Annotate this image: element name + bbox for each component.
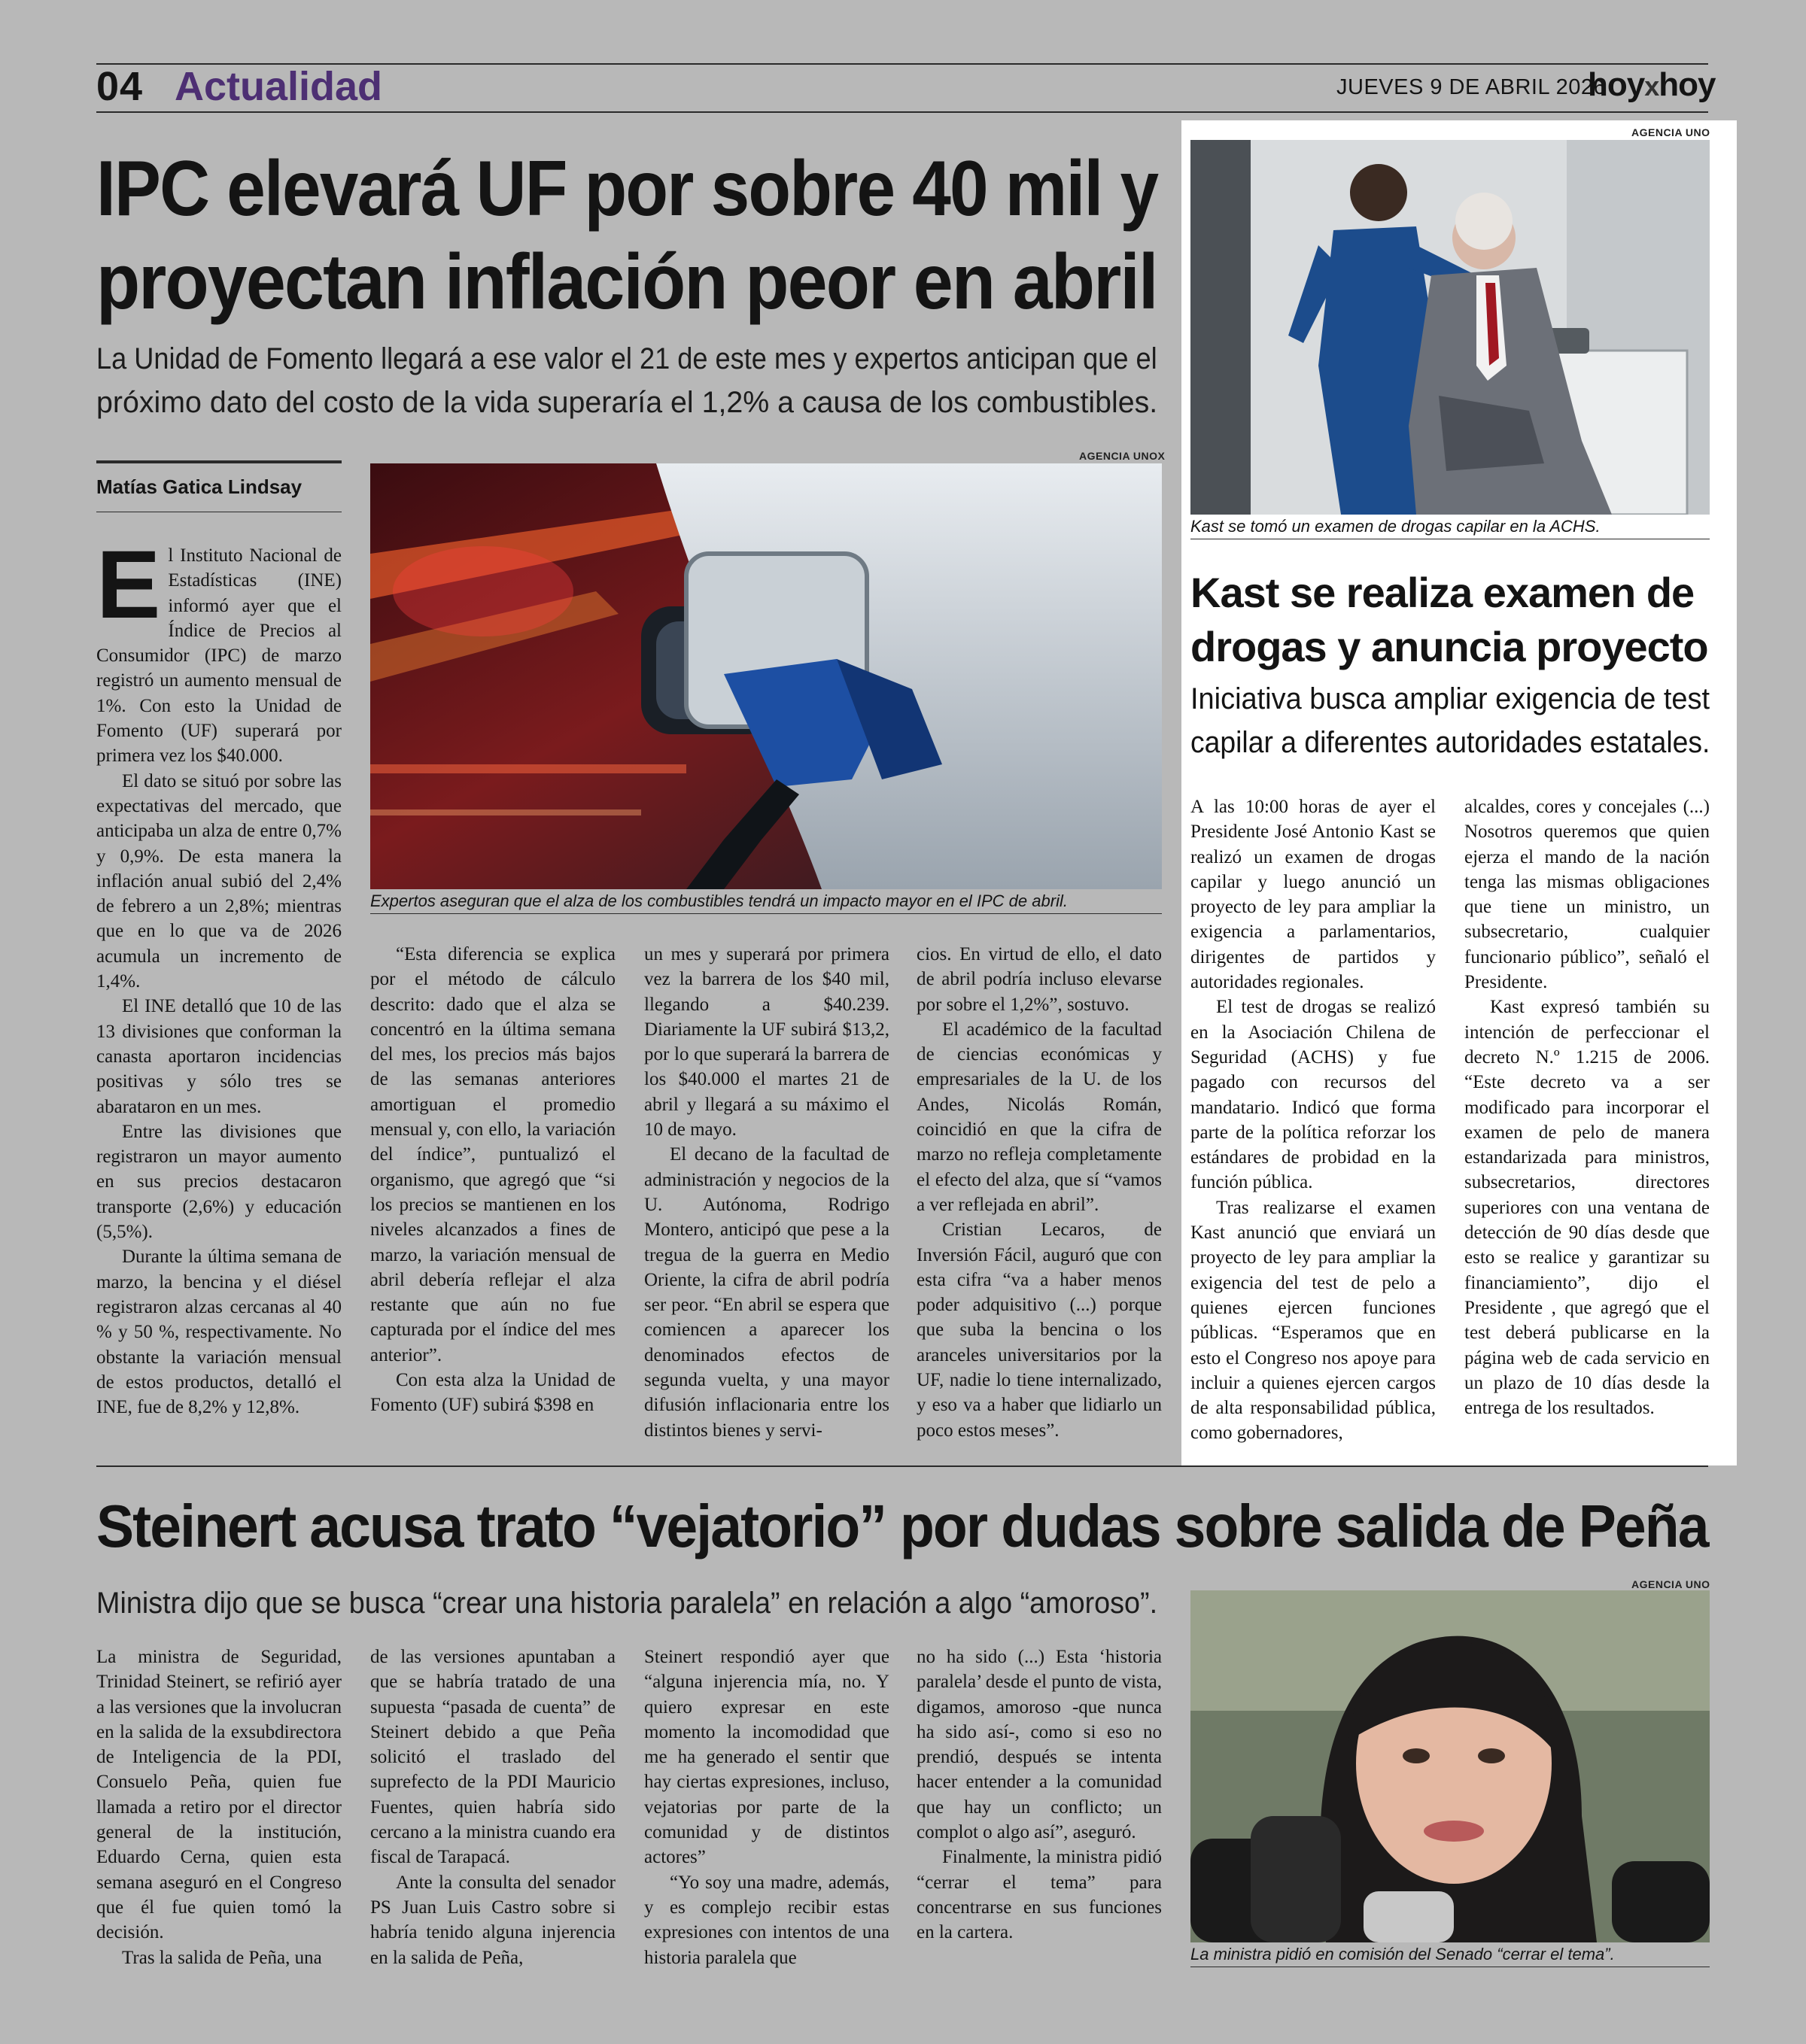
kast-col2-p2: Kast expresó también su intención de perfeccionar el decreto N.º 1.215 de 2006. “Este decreto va a ser modificado para incorporar el examen de pelo de manera estandarizada para ministros, subsecretarios, directores superiores con una ventana de detección de 90 días desde que esto se realice y garantizar su financiamiento”, dijo el Presidente , que agregó que el test deberá publicarse en la página web de cada servicio en un plazo de 10 días desde la entrega de los resultados. [1464,997,1710,1419]
byline-top-rule [96,460,342,463]
kast-photo-credit: AGENCIA UNO [1631,126,1710,138]
ipc-col4-p1: cios. En virtud de ello, el dato de abril podría incluso elevarse por sobre el 1,2%”, sostuvo. [917,944,1162,1015]
steinert-col2-p1: de las versiones apuntaban a que se habría tratado de una supuesta “pasada de cuenta” de Steinert debido a que Peña solicitó el traslado del suprefecto de la PDI Mauricio Fuentes, quien habría sido cercano a la ministra cuando era fiscal de Tarapacá. [370,1647,616,1868]
section-title: Actualidad [175,64,383,109]
ipc-deck-line-2: próximo dato del costo de la vida superaría el 1,2% a causa de los combustibles. [96,386,1158,419]
kast-deck-line-1: Iniciativa busca ampliar exigencia de test [1190,682,1710,715]
steinert-photo-caption: La ministra pidió en comisión del Senado “cerrar el tema”. [1190,1945,1615,1964]
ipc-col4-p3: Cristian Lecaros, de Inversión Fácil, auguró que con esta cifra “va a haber menos poder adquisitivo (...) porque que suba la bencina o los aranceles universitarios por la UF, nadie lo tiene internalizado, y eso va a haber que lidiarlo un poco estos meses”. [917,1219,1162,1441]
steinert-photo-credit: AGENCIA UNO [1631,1578,1710,1590]
kast-col1-p2: El test de drogas se realizó en la Asociación Chilena de Seguridad (ACHS) y fue pagado con recursos del mandatario. Indicó que forma parte de la política reforzar los estándares de probidad en la función pública. [1190,997,1436,1193]
ipc-col4-p2: El académico de la facultad de ciencias económicas y empresariales de la U. de los Andes, Nicolás Román, coincidió en que la cifra de marzo no refleja completamente el efecto del alza, que sí “vamos a ver reflejada en abril”. [917,1019,1162,1215]
brand-left: hoy [1588,66,1645,103]
ipc-column-1 [96,531,342,1420]
ipc-col1-p2: El dato se situó por sobre las expectativas del mercado, que anticipaba un alza de entre 0,7% y 0,9%. De esta manera la inflación anual subió del 2,4% de febrero a un 2,8%; mientras que en lo que va de 2026 acumula un incremento de 1,4%. [96,770,342,992]
steinert-col3-p1: Steinert respondió ayer que “alguna injerencia mía, no. Y quiero expresar en este momento la incomodidad que me ha generado el sentir que hay ciertas expresiones, incluso, vejatorias por parte de la comunidad y de distintos actores” [644,1647,889,1868]
ipc-photo-credit: AGENCIA UNOX [1079,450,1166,462]
steinert-col4-p2: Finalmente, la ministra pidió “cerrar el tema” para concentrarse en sus funciones en la cartera. [917,1847,1162,1943]
kast-column-1 [1190,794,1436,1446]
kast-col1-p1: A las 10:00 horas de ayer el Presidente José Antonio Kast se realizó un examen de drogas capilar y luego anunció un proyecto de ley para ampliar la exigencia a parlamentarios, dirigentes de partidos y autoridades regionales. [1190,797,1436,993]
ipc-column-3 [644,942,889,1443]
kast-headline-line-2: drogas y anuncia proyecto [1190,623,1708,670]
steinert-column-3 [644,1645,889,1970]
brand-right: hoy [1659,66,1716,103]
fuel-pump-photo [370,463,1162,889]
ipc-caption-rule [370,913,1162,914]
ipc-col3-p2: El decano de la facultad de administración y negocios de la U. Autónoma, Rodrigo Montero, anticipó que pese a la tregua de la guerra en Medio Oriente, la cifra de abril podría ser peor. “En abril se espera que comiencen a aparecer los denominados efectos de segunda vuelta, y una mayor difusión inflacionaria entre los distintos bienes y servi- [644,1144,889,1441]
kast-photo-caption: Kast se tomó un examen de drogas capilar en la ACHS. [1190,517,1601,536]
ipc-column-2 [370,942,616,1418]
steinert-col1-p1: La ministra de Seguridad, Trinidad Steinert, se refirió ayer a las versiones que la involucran en la salida de la exsubdirectora de Inteligencia de la PDI, Consuelo Peña, quien fue llamada a retiro por el director general de la institución, Eduardo Cerna, quien esta semana aseguró en el Congreso que él fue quien tomó la decisión. [96,1647,342,1943]
steinert-column-1 [96,1645,342,1970]
ipc-column-4 [917,942,1162,1443]
ipc-col1-p1: l Instituto Nacional de Estadísticas (INE) informó ayer que el Índice de Precios al Consumidor (IPC) de marzo registró un aumento mensual de 1%. Con esto la Unidad de Fomento (UF) superará por primera vez los $40.000. [96,545,342,767]
ipc-byline: Matías Gatica Lindsay [96,475,303,498]
steinert-col3-p2: “Yo soy una madre, además, y es complejo recibir estas expresiones con intentos de una historia paralela que [644,1872,889,1968]
steinert-column-4 [917,1645,1162,1945]
ipc-dropcap: E [96,531,161,639]
kast-col1-p3: Tras realizarse el examen Kast anunció que enviará un proyecto de ley para ampliar la exigencia del test de pelo a quienes ejercen funciones públicas. “Esperamos que en esto el Congreso nos apoye para incluir a quienes ejercen cargos de alta responsabilidad pública, como gobernadores, [1190,1197,1436,1444]
ipc-col1-p3: El INE detalló que 10 de las 13 divisiones que conforman la canasta aportaron incidencias positivas y sólo tres se abarataron en un mes. [96,996,342,1117]
steinert-deck: Ministra dijo que se busca “crear una historia paralela” en relación a algo “amoroso”. [96,1587,1158,1620]
ipc-col3-p1: un mes y superará por primera vez la barrera de los $40 mil, llegando a $40.239. Diariamente la UF subirá $13,2, por lo que superará la barrera de los $40.000 el martes 21 de abril y llegará a su máximo el 10 de mayo. [644,944,889,1140]
ipc-photo-caption: Expertos aseguran que el alza de los combustibles tendrá un impacto mayor en el IPC de abril. [370,891,1068,910]
steinert-col4-p1: no ha sido (...) Esta ‘historia paralela’ desde el punto de vista, digamos, amoroso -que nunca ha sido así-, como si eso no prendió, después se intenta hacer entender a la comunidad que hay un conflicto; un complot o algo así”, aseguró. [917,1647,1162,1843]
ipc-col1-p4: Entre las divisiones que registraron un mayor aumento en sus precios destacaron transporte (2,6%) y educación (5,5%). [96,1121,342,1243]
page-number: 04 [96,64,144,109]
ipc-deck-line-1: La Unidad de Fomento llegará a ese valor el 21 de este mes y expertos anticipan que el [96,342,1157,375]
brand-x: x [1644,71,1659,102]
kast-exam-photo [1190,140,1710,515]
steinert-column-2 [370,1645,616,1970]
issue-date: JUEVES 9 DE ABRIL 2026 [1336,75,1607,99]
steinert-headline: Steinert acusa trato “vejatorio” por dudas sobre salida de Peña [96,1493,1708,1560]
section-divider-rule [96,1465,1708,1467]
brand-logo[interactable] [1588,66,1716,104]
ipc-headline-line-2: proyectan inflación peor en abril [96,238,1157,326]
ipc-col2-p2: Con esta alza la Unidad de Fomento (UF) subirá $398 en [370,1370,616,1416]
masthead-rule [96,111,1708,113]
ipc-col2-p1: “Esta diferencia se explica por el método de cálculo descrito: dado que el alza se concentró en la última semana del mes, los precios más bajos de las semanas anteriores amortiguan el promedio mensual y, con ello, la variación del índice”, puntualizó el organismo, que agregó que “si los precios se mantienen en los niveles alcanzados a fines de marzo, la variación mensual de abril debería reflejar el alza restante que aún no fue capturada por el índice del mes anterior”. [370,944,616,1365]
steinert-portrait-photo [1190,1590,1710,1942]
kast-col2-p1: alcaldes, cores y concejales (...) Nosotros queremos que quien ejerza el mando de la nación tenga las mismas obligaciones que tiene un ministro, un subsecretario, cualquier funcionario público”, señaló el Presidente. [1464,797,1710,993]
steinert-col2-p2: Ante la consulta del senador PS Juan Luis Castro sobre si habría tenido alguna injerencia en la salida de Peña, [370,1872,616,1968]
ipc-col1-p5: Durante la última semana de marzo, la bencina y el diésel registraron alzas cercanas al 40 % y 50 %, respectivamente. No obstante la variación mensual de estos productos, detalló el INE, fue de 8,2% y 12,8%. [96,1247,342,1418]
kast-column-2 [1464,794,1710,1420]
kast-deck-line-2: capilar a diferentes autoridades estatales. [1190,726,1710,759]
kast-headline-line-1: Kast se realiza examen de [1190,569,1695,616]
ipc-headline-line-1: IPC elevará UF por sobre 40 mil y [96,145,1158,232]
steinert-col1-p2: Tras la salida de Peña, una [122,1947,322,1968]
